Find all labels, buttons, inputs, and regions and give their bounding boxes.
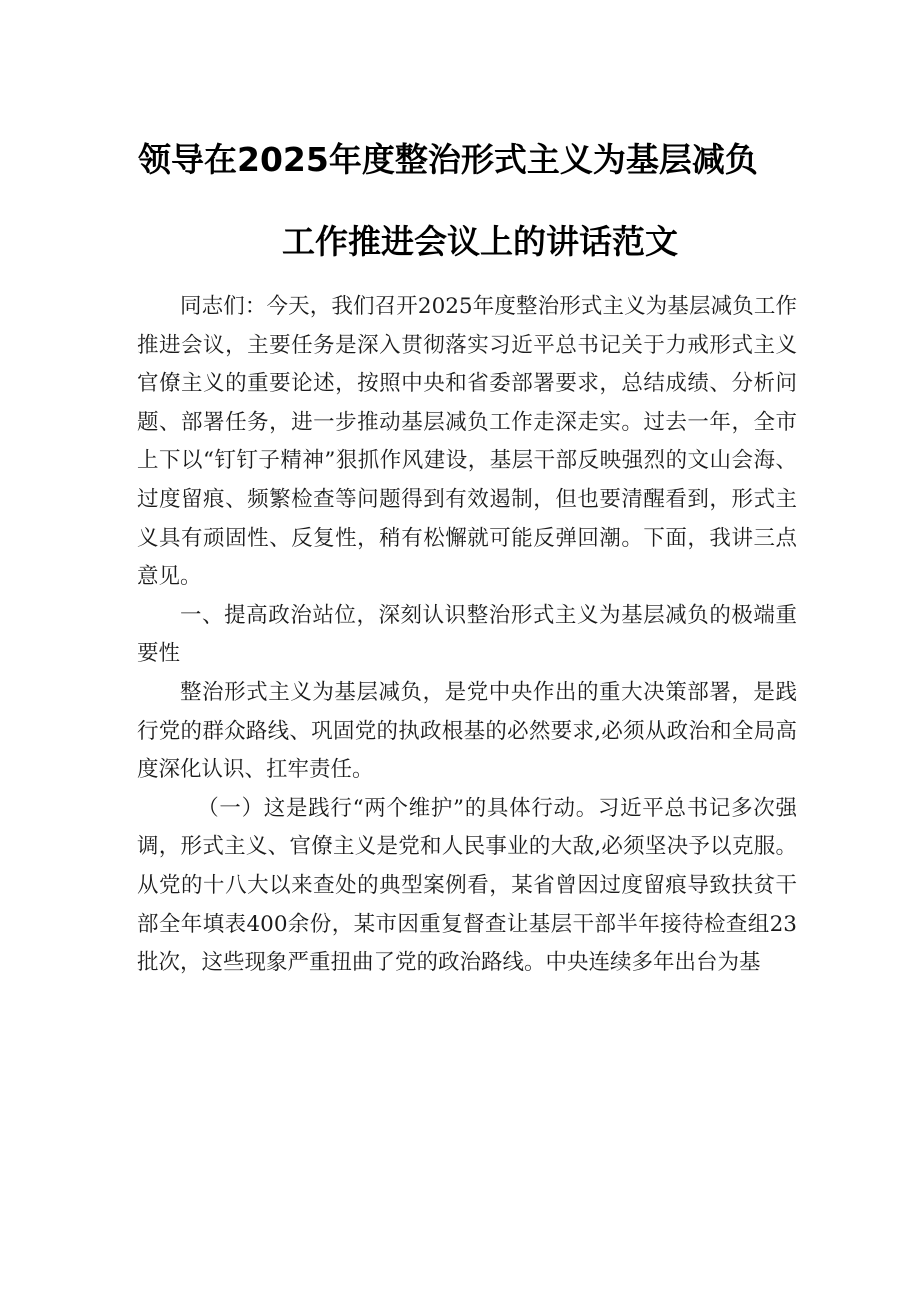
section-heading-1: 一、提高政治站位，深刻认识整治形式主义为基层减负的极端重要性 <box>137 602 797 667</box>
document-title-line-2: 工作推进会议上的讲话范文 <box>282 222 678 261</box>
subsection-1-paragraph: （一）这是践行“两个维护”的具体行动。习近平总书记多次强调，形式主义、官僚主义是党和人民事业的大敌,必须坚决予以克服。从党的十八大以来查处的典型案例看，某省曾因过度留痕导致扶贫干部全年填表400余份，某市因重复督查让基层干部半年接待检查组23批次，这些现象严重扭曲了党的政治路线。中央连续多年出台为基 <box>137 795 797 976</box>
document-body <box>137 288 797 983</box>
opening-paragraph: 同志们：今天，我们召开2025年度整治形式主义为基层减负工作推进会议，主要任务是深入贯彻落实习近平总书记关于力戒形式主义官僚主义的重要论述，按照中央和省委部署要求，总结成绩、分析问题、部署任务，进一步推动基层减负工作走深走实。过去一年，全市上下以“钉钉子精神”狠抓作风建设，基层干部反映强烈的文山会海、过度留痕、频繁检查等问题得到有效遏制，但也要清醒看到，形式主义具有顽固性、反复性，稍有松懈就可能反弹回潮。下面，我讲三点意见。 <box>137 294 797 590</box>
document-title-line-1: 领导在2025年度整治形式主义为基层减负 <box>138 140 758 179</box>
section-1-paragraph: 整治形式主义为基层减负，是党中央作出的重大决策部署，是践行党的群众路线、巩固党的执政根基的必然要求,必须从政治和全局高度深化认识、扛牢责任。 <box>137 679 797 783</box>
